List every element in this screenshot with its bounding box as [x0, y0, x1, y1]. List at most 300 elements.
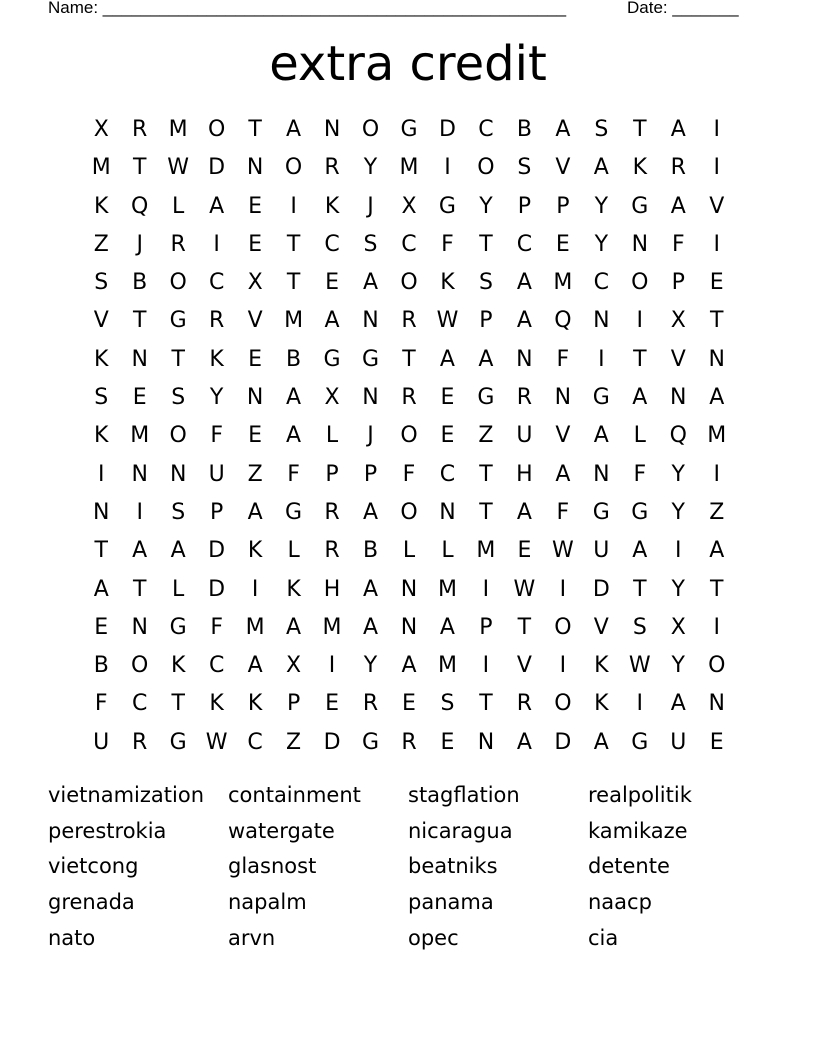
word-list-item: perestrokia: [48, 818, 167, 843]
grid-letter: N: [631, 231, 649, 257]
grid-letter: Q: [554, 308, 572, 334]
grid-letter: W: [551, 538, 574, 564]
grid-letter: C: [324, 231, 340, 257]
grid-letter: M: [437, 576, 457, 602]
grid-letter: I: [713, 461, 720, 487]
grid-letter: N: [362, 385, 379, 411]
grid-letter: J: [136, 231, 143, 257]
grid-letter: E: [709, 270, 724, 296]
grid-letter: C: [439, 461, 456, 487]
grid-letter: D: [208, 576, 226, 602]
grid-letter: I: [482, 653, 490, 679]
grid-letter: O: [631, 270, 649, 296]
grid-letter: V: [555, 155, 571, 181]
grid-letter: T: [132, 308, 147, 334]
grid-letter: G: [285, 499, 303, 525]
grid-letter: I: [713, 231, 720, 257]
grid-letter: T: [633, 346, 647, 372]
grid-letter: A: [478, 346, 494, 372]
grid-letter: C: [132, 691, 148, 717]
grid-letter: A: [555, 117, 571, 142]
grid-letter: E: [440, 729, 455, 755]
grid-letter: N: [246, 385, 264, 411]
grid-letter: A: [93, 576, 109, 602]
grid-letter: L: [441, 538, 454, 564]
grid-letter: N: [131, 461, 148, 487]
grid-letter: D: [323, 729, 341, 755]
grid-letter: O: [131, 653, 149, 679]
grid-letter: A: [439, 614, 455, 640]
grid-letter: G: [169, 308, 187, 334]
grid-letter: K: [632, 155, 648, 181]
grid-letter: M: [168, 117, 188, 142]
grid-letter: B: [516, 117, 532, 142]
grid-letter: R: [401, 308, 417, 334]
grid-letter: G: [592, 499, 610, 525]
grid-letter: E: [248, 346, 263, 372]
grid-letter: V: [709, 193, 725, 219]
page-title: extra credit: [269, 36, 547, 92]
grid-letter: P: [556, 193, 570, 219]
grid-letter: N: [516, 346, 533, 372]
grid-letter: T: [633, 117, 647, 142]
grid-letter: E: [440, 423, 455, 449]
grid-row: [82, 188, 736, 226]
grid-letter: T: [132, 155, 147, 181]
grid-row: [82, 417, 736, 455]
grid-letter: P: [671, 270, 685, 296]
grid-letter: L: [633, 423, 646, 449]
grid-letter: A: [286, 423, 302, 449]
grid-letter: O: [400, 270, 418, 296]
word-list-item: panama: [408, 890, 494, 915]
grid-letter: I: [636, 308, 644, 334]
grid-letter: K: [286, 576, 301, 602]
grid-letter: F: [671, 231, 685, 257]
grid-letter: R: [132, 117, 148, 142]
grid-letter: G: [631, 499, 649, 525]
grid-row: [82, 724, 736, 762]
grid-letter: E: [440, 385, 455, 411]
grid-letter: T: [479, 691, 493, 717]
grid-row: [82, 685, 736, 723]
grid-letter: I: [290, 193, 297, 219]
grid-letter: F: [556, 499, 570, 525]
grid-letter: T: [479, 231, 493, 257]
grid-letter: K: [594, 691, 609, 717]
grid-letter: T: [633, 576, 647, 602]
grid-letter: N: [400, 614, 418, 640]
grid-letter: D: [208, 155, 226, 181]
grid-letter: A: [632, 538, 648, 564]
grid-letter: W: [628, 653, 651, 679]
grid-letter: V: [247, 308, 263, 334]
grid-letter: M: [91, 155, 111, 181]
grid-letter: Z: [247, 461, 263, 487]
grid-letter: T: [517, 614, 532, 640]
grid-letter: A: [670, 193, 686, 219]
grid-letter: E: [555, 231, 570, 257]
grid-letter: W: [167, 155, 190, 181]
grid-row: [82, 532, 736, 570]
grid-letter: O: [554, 614, 572, 640]
grid-letter: I: [328, 653, 336, 679]
grid-letter: E: [402, 691, 416, 717]
grid-letter: O: [361, 117, 380, 142]
grid-letter: E: [248, 231, 263, 257]
grid-letter: L: [325, 423, 339, 449]
grid-letter: A: [362, 499, 379, 525]
grid-letter: I: [213, 231, 220, 257]
word-list-item: glasnost: [228, 854, 317, 879]
grid-letter: S: [171, 385, 186, 411]
grid-letter: Y: [479, 193, 493, 219]
grid-letter: A: [362, 614, 379, 640]
name-field-label: Name: _________________________________________________: [48, 0, 567, 17]
grid-letter: A: [362, 270, 379, 296]
grid-letter: R: [324, 499, 340, 525]
grid-letter: M: [437, 653, 457, 679]
grid-letter: I: [444, 155, 451, 181]
grid-letter: S: [94, 385, 109, 411]
grid-letter: X: [401, 193, 417, 219]
grid-letter: J: [367, 193, 374, 219]
grid-letter: A: [516, 729, 532, 755]
grid-letter: O: [708, 653, 726, 679]
grid-letter: G: [438, 193, 456, 219]
grid-letter: F: [633, 461, 647, 487]
grid-letter: D: [554, 729, 572, 755]
grid-letter: A: [593, 423, 609, 449]
grid-letter: F: [94, 691, 108, 717]
grid-letter: A: [132, 538, 148, 564]
grid-letter: R: [132, 729, 148, 755]
grid-row: [82, 264, 736, 302]
grid-letter: I: [97, 461, 105, 487]
grid-letter: S: [517, 155, 532, 181]
grid-letter: C: [208, 270, 225, 296]
grid-letter: Y: [594, 193, 609, 219]
grid-letter: G: [400, 117, 418, 142]
grid-letter: M: [399, 155, 419, 181]
grid-row: [82, 494, 736, 532]
grid-letter: P: [325, 461, 339, 487]
word-list-item: cia: [588, 925, 619, 950]
grid-row: [82, 379, 736, 417]
grid-letter: M: [707, 423, 727, 449]
grid-letter: L: [172, 576, 185, 602]
grid-letter: Z: [93, 231, 109, 257]
grid-letter: K: [247, 538, 263, 564]
grid-letter: K: [94, 193, 109, 219]
grid-letter: V: [93, 308, 109, 334]
grid-letter: A: [670, 691, 686, 717]
grid-letter: C: [247, 729, 263, 755]
grid-row: [82, 111, 736, 149]
grid-letter: T: [286, 270, 301, 296]
grid-letter: M: [284, 308, 304, 334]
grid-letter: T: [171, 691, 185, 717]
grid-letter: A: [670, 117, 686, 142]
grid-letter: K: [209, 346, 224, 372]
grid-letter: A: [286, 117, 302, 142]
grid-letter: S: [94, 270, 109, 296]
grid-letter: X: [286, 653, 302, 679]
grid-letter: W: [205, 729, 228, 755]
grid-letter: F: [210, 614, 223, 640]
grid-letter: L: [172, 193, 185, 219]
grid-letter: C: [516, 231, 533, 257]
grid-letter: A: [247, 653, 263, 679]
grid-letter: T: [286, 231, 301, 257]
grid-letter: E: [325, 270, 339, 296]
grid-letter: Q: [131, 193, 149, 219]
grid-letter: U: [208, 461, 225, 487]
grid-letter: R: [401, 385, 417, 411]
grid-letter: T: [479, 461, 493, 487]
grid-letter: B: [286, 346, 302, 372]
grid-letter: E: [517, 538, 532, 564]
grid-letter: Y: [209, 385, 224, 411]
grid-letter: N: [93, 499, 110, 525]
grid-letter: T: [402, 346, 416, 372]
grid-letter: P: [363, 461, 378, 487]
grid-letter: P: [286, 691, 301, 717]
grid-letter: S: [594, 117, 609, 142]
worksheet-header: [48, 0, 748, 20]
grid-letter: T: [132, 576, 147, 602]
word-list-item: nicaragua: [408, 818, 513, 843]
grid-letter: P: [479, 308, 493, 334]
grid-letter: M: [476, 538, 496, 564]
grid-letter: E: [248, 193, 263, 219]
grid-letter: A: [632, 385, 648, 411]
grid-letter: R: [516, 691, 533, 717]
grid-letter: E: [325, 691, 339, 717]
grid-letter: R: [670, 155, 686, 181]
grid-letter: R: [362, 691, 379, 717]
word-list-item: napalm: [228, 890, 307, 915]
grid-letter: C: [208, 653, 225, 679]
grid-letter: C: [401, 231, 417, 257]
grid-letter: A: [516, 499, 532, 525]
grid-letter: P: [479, 614, 493, 640]
grid-letter: R: [208, 308, 225, 334]
grid-letter: Z: [286, 729, 302, 755]
grid-letter: T: [171, 346, 185, 372]
word-list-item: opec: [408, 925, 459, 950]
grid-letter: I: [251, 576, 259, 602]
grid-letter: N: [362, 308, 379, 334]
grid-row: [82, 341, 736, 379]
grid-letter: I: [559, 653, 567, 679]
grid-letter: A: [516, 308, 532, 334]
grid-letter: I: [713, 117, 720, 142]
grid-letter: D: [592, 576, 610, 602]
grid-letter: B: [132, 270, 148, 296]
grid-letter: T: [710, 576, 724, 602]
grid-row: [82, 647, 736, 685]
grid-letter: V: [593, 614, 609, 640]
grid-letter: A: [709, 538, 725, 564]
grid-letter: N: [477, 729, 495, 755]
grid-letter: V: [555, 423, 571, 449]
grid-letter: N: [593, 308, 610, 334]
word-list-item: stagflation: [408, 783, 520, 807]
grid-letter: N: [708, 691, 725, 717]
word-list-item: naacp: [588, 890, 652, 915]
grid-letter: I: [598, 346, 605, 372]
grid-row: [82, 571, 736, 609]
grid-letter: X: [93, 117, 109, 142]
word-list-item: realpolitik: [588, 783, 692, 807]
grid-letter: Y: [671, 653, 685, 679]
grid-letter: R: [324, 155, 340, 181]
word-list-item: containment: [228, 783, 361, 807]
grid-letter: Z: [478, 423, 494, 449]
grid-letter: B: [93, 653, 109, 679]
grid-letter: C: [478, 117, 494, 142]
grid-letter: Y: [671, 461, 685, 487]
grid-letter: R: [324, 538, 340, 564]
grid-letter: A: [286, 614, 302, 640]
grid-row: [82, 226, 736, 264]
grid-letter: D: [208, 538, 226, 564]
grid-letter: O: [169, 270, 187, 296]
grid-letter: V: [516, 653, 532, 679]
grid-row: [82, 149, 736, 187]
word-list-item: detente: [588, 854, 670, 879]
grid-letter: S: [171, 499, 186, 525]
grid-letter: N: [169, 461, 187, 487]
grid-letter: U: [593, 538, 610, 564]
grid-letter: A: [401, 653, 417, 679]
grid-letter: K: [94, 346, 109, 372]
grid-letter: A: [439, 346, 455, 372]
grid-letter: T: [94, 538, 108, 564]
word-list: [48, 778, 768, 956]
grid-letter: G: [592, 385, 610, 411]
grid-letter: Y: [363, 653, 378, 679]
grid-letter: I: [713, 614, 720, 640]
grid-letter: A: [170, 538, 186, 564]
grid-letter: C: [593, 270, 610, 296]
grid-letter: G: [323, 346, 341, 372]
grid-letter: K: [170, 653, 186, 679]
grid-letter: A: [555, 461, 571, 487]
grid-letter: H: [323, 576, 341, 602]
grid-letter: F: [210, 423, 223, 449]
grid-letter: K: [94, 423, 109, 449]
grid-letter: N: [439, 499, 456, 525]
grid-letter: U: [93, 729, 110, 755]
grid-letter: U: [516, 423, 533, 449]
grid-letter: E: [132, 385, 147, 411]
grid-letter: K: [324, 193, 340, 219]
grid-letter: E: [709, 729, 724, 755]
grid-letter: Y: [671, 499, 685, 525]
grid-letter: G: [361, 346, 380, 372]
word-list-item: arvn: [228, 925, 276, 950]
grid-letter: O: [400, 423, 418, 449]
grid-letter: N: [400, 576, 418, 602]
grid-letter: Z: [709, 499, 725, 525]
grid-letter: N: [593, 461, 610, 487]
grid-letter: X: [670, 614, 686, 640]
grid-letter: I: [675, 538, 682, 564]
grid-letter: U: [670, 729, 687, 755]
grid-letter: X: [670, 308, 686, 334]
grid-letter: S: [632, 614, 647, 640]
grid-letter: X: [324, 385, 340, 411]
grid-letter: M: [322, 614, 342, 640]
grid-row: [82, 609, 736, 647]
grid-letter: I: [713, 155, 720, 181]
grid-row: [82, 456, 736, 494]
grid-letter: L: [402, 538, 416, 564]
grid-letter: R: [516, 385, 533, 411]
grid-letter: O: [207, 117, 226, 142]
grid-letter: W: [513, 576, 536, 602]
grid-letter: S: [440, 691, 455, 717]
grid-letter: K: [209, 691, 224, 717]
grid-letter: A: [209, 193, 225, 219]
grid-letter: O: [284, 155, 303, 181]
grid-letter: F: [402, 461, 416, 487]
grid-letter: O: [477, 155, 495, 181]
grid-letter: N: [131, 346, 148, 372]
word-list-item: vietnamization: [48, 783, 205, 807]
word-list-item: nato: [48, 925, 96, 950]
grid-letter: S: [478, 270, 493, 296]
grid-letter: D: [438, 117, 456, 142]
grid-letter: A: [593, 155, 609, 181]
grid-letter: I: [636, 691, 644, 717]
grid-letter: F: [556, 346, 570, 372]
grid-letter: K: [247, 691, 263, 717]
grid-row: [82, 302, 736, 340]
word-search-grid: [82, 111, 736, 762]
word-list-item: kamikaze: [588, 818, 688, 843]
grid-letter: N: [246, 155, 264, 181]
grid-letter: B: [362, 538, 379, 564]
grid-letter: A: [593, 729, 609, 755]
grid-letter: O: [554, 691, 572, 717]
word-list-item: vietcong: [48, 854, 139, 879]
grid-letter: I: [482, 576, 490, 602]
grid-letter: A: [247, 499, 263, 525]
grid-letter: T: [248, 117, 262, 142]
grid-letter: T: [479, 499, 493, 525]
grid-letter: G: [631, 193, 649, 219]
grid-letter: N: [323, 117, 341, 142]
grid-letter: V: [670, 346, 686, 372]
grid-letter: P: [210, 499, 224, 525]
word-list-item: grenada: [48, 890, 135, 915]
grid-letter: N: [131, 614, 148, 640]
grid-letter: E: [94, 614, 109, 640]
grid-letter: S: [363, 231, 378, 257]
grid-letter: E: [248, 423, 263, 449]
grid-letter: G: [631, 729, 649, 755]
grid-letter: F: [441, 231, 454, 257]
grid-letter: R: [170, 231, 186, 257]
grid-letter: N: [554, 385, 572, 411]
word-list-item: watergate: [228, 818, 335, 843]
grid-letter: Y: [363, 155, 378, 181]
grid-letter: L: [287, 538, 300, 564]
grid-letter: K: [594, 653, 609, 679]
